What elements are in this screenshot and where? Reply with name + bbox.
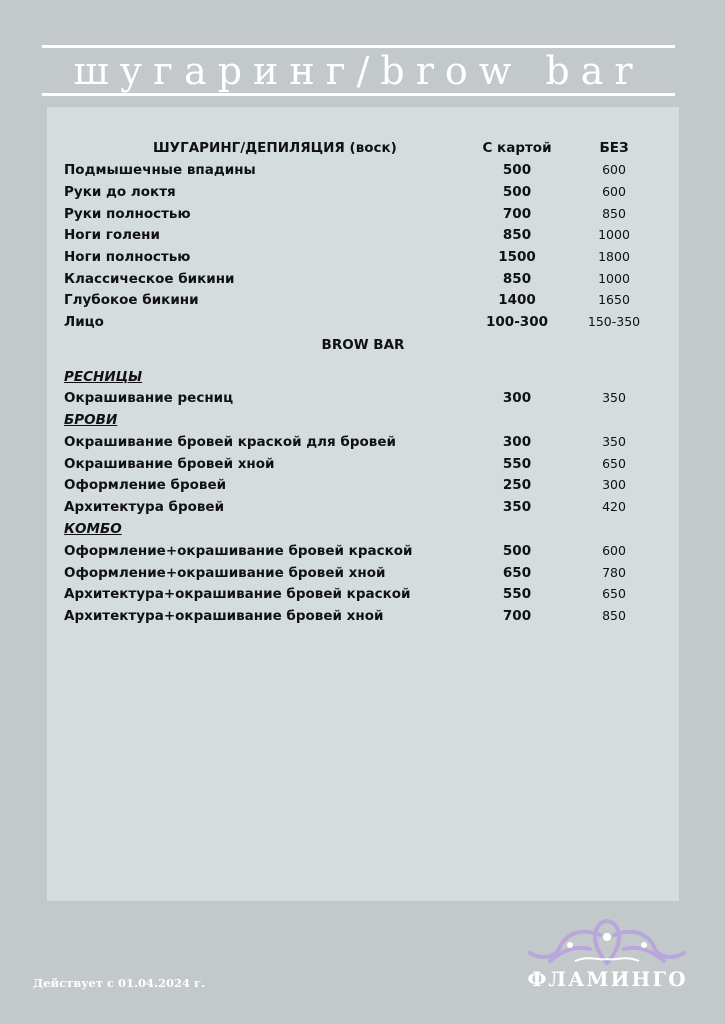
flamingo-logo (520, 915, 695, 995)
price-without: 350 (602, 390, 626, 405)
service-name: Ноги голени (64, 227, 160, 243)
column-header-without: БЕЗ (599, 140, 629, 156)
price-table-header (47, 137, 679, 159)
category-title-lashes: РЕСНИЦЫ (64, 369, 143, 385)
price-without: 1800 (598, 249, 630, 264)
service-name: Оформление+окрашивание бровей краской (64, 543, 413, 559)
price-card: 250 (502, 477, 532, 493)
service-name: Архитектура+окрашивание бровей краской (64, 586, 411, 602)
column-header-card: С картой (482, 140, 552, 156)
price-without: 1000 (598, 271, 630, 286)
price-card: 850 (502, 227, 532, 243)
flamingo-ornament-icon (520, 915, 695, 970)
price-without: 600 (602, 184, 626, 199)
price-row (47, 224, 679, 246)
price-row (47, 562, 679, 584)
service-name: Руки до локтя (64, 184, 176, 200)
price-card: 500 (502, 543, 532, 559)
price-card: 350 (502, 499, 532, 515)
price-card: 500 (502, 162, 532, 178)
price-without: 600 (602, 162, 626, 177)
service-name: Оформление бровей (64, 477, 227, 493)
price-row (47, 431, 679, 453)
service-name: Подмышечные впадины (64, 162, 256, 178)
service-name: Окрашивание ресниц (64, 390, 234, 406)
price-without: 1000 (598, 227, 630, 242)
price-without: 650 (602, 456, 626, 471)
validity-note: Действует с 01.04.2024 г. (33, 976, 206, 990)
price-card: 550 (502, 586, 532, 602)
price-card: 100-300 (486, 314, 548, 330)
service-name: Глубокое бикини (64, 292, 199, 308)
price-without: 300 (602, 477, 626, 492)
section-title-sugaring: ШУГАРИНГ/ДЕПИЛЯЦИЯ (воск) (153, 140, 397, 156)
category-title-combo: КОМБО (64, 521, 122, 537)
service-name: Оформление+окрашивание бровей хной (64, 565, 386, 581)
price-without: 150-350 (587, 314, 641, 329)
price-card: 700 (502, 608, 532, 624)
price-without: 600 (602, 543, 626, 558)
price-row (47, 540, 679, 562)
service-name: Окрашивание бровей хной (64, 456, 275, 472)
category-title-brows: БРОВИ (64, 412, 118, 428)
price-card: 300 (502, 434, 532, 450)
price-row (47, 181, 679, 203)
price-card: 700 (502, 206, 532, 222)
price-card: 550 (502, 456, 532, 472)
price-card: 1400 (498, 292, 536, 308)
price-row (47, 311, 679, 333)
price-row (47, 159, 679, 181)
price-row (47, 605, 679, 627)
price-row (47, 246, 679, 268)
price-row (47, 203, 679, 225)
banner-bottom-rule (42, 93, 675, 96)
price-without: 850 (602, 206, 626, 221)
service-name: Архитектура+окрашивание бровей хной (64, 608, 384, 624)
logo-text: ФЛАМИНГО (527, 967, 688, 991)
price-row (47, 268, 679, 290)
service-name: Руки полностью (64, 206, 191, 222)
price-without: 1650 (598, 292, 630, 307)
price-without: 650 (602, 586, 626, 601)
price-card: 650 (502, 565, 532, 581)
service-name: Архитектура бровей (64, 499, 225, 515)
price-without: 350 (602, 434, 626, 449)
price-card: 500 (502, 184, 532, 200)
price-row (47, 387, 679, 409)
price-without: 420 (602, 499, 626, 514)
price-row (47, 496, 679, 518)
service-name: Окрашивание бровей краской для бровей (64, 434, 396, 450)
price-row (47, 453, 679, 475)
service-name: Лицо (64, 314, 104, 330)
price-card: 850 (502, 271, 532, 287)
price-card: 1500 (498, 249, 536, 265)
service-name: Классическое бикини (64, 271, 235, 287)
price-without: 850 (602, 608, 626, 623)
price-row (47, 289, 679, 311)
section-title-brow-bar: BROW BAR (321, 337, 405, 353)
service-name: Ноги полностью (64, 249, 191, 265)
price-row (47, 583, 679, 605)
price-row (47, 474, 679, 496)
price-list-panel (47, 107, 679, 901)
banner-top-rule (42, 45, 675, 48)
banner-title: шугаринг/brow bar (73, 49, 644, 93)
price-without: 780 (602, 565, 626, 580)
price-card: 300 (502, 390, 532, 406)
